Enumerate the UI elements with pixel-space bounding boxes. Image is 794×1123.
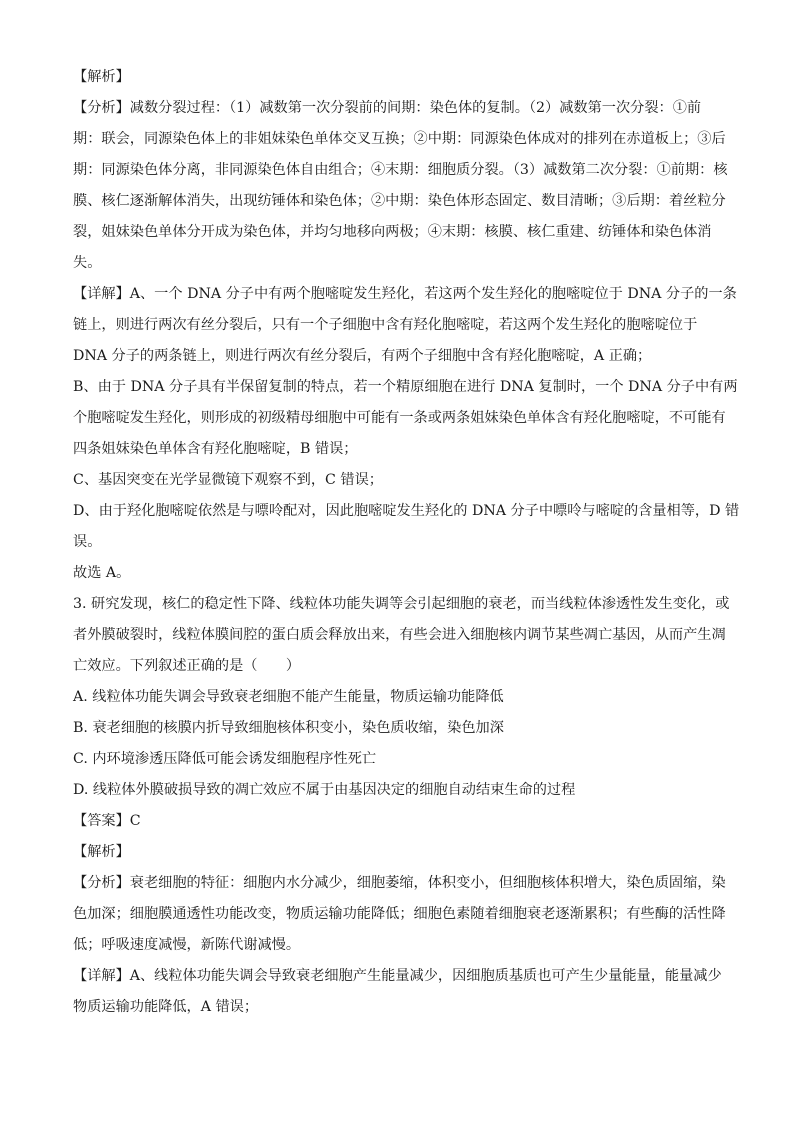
text-line: 误。 <box>73 534 102 550</box>
text-line: 色加深；细胞膜通透性功能改变，物质运输功能降低；细胞色素随着细胞衰老逐渐累积；有些酶的活性降 <box>73 906 726 922</box>
text-line: DNA 分子的两条链上，则进行两次有丝分裂后，有两个子细胞中含有羟化胞嘧啶，A 正确； <box>73 348 652 364</box>
text-line: 【分析】衰老细胞的特征：细胞内水分减少，细胞萎缩，体积变小，但细胞核体积增大，染色质固缩，染 <box>73 875 726 891</box>
text-line: 【详解】A、一个 DNA 分子中有两个胞嘧啶发生羟化，若这两个发生羟化的胞嘧啶位于 DNA 分子的一条 <box>73 286 737 302</box>
text-line: A. 线粒体功能失调会导致衰老细胞不能产生能量，物质运输功能降低 <box>73 689 504 705</box>
text-line: B. 衰老细胞的核膜内折导致细胞核体积变小，染色质收缩，染色加深 <box>73 720 504 736</box>
text-line: 3. 研究发现，核仁的稳定性下降、线粒体功能失调等会引起细胞的衰老，而当线粒体渗透性发生变化，或 <box>73 596 730 612</box>
text-line: 物质运输功能降低，A 错误； <box>73 999 259 1015</box>
text-line: 期：联会，同源染色体上的非姐妹染色单体交叉互换；②中期：同源染色体成对的排列在赤道板上；③后 <box>73 131 726 147</box>
text-line: 四条姐妹染色单体含有羟化胞嘧啶，B 错误； <box>73 441 358 457</box>
text-line: C、基因突变在光学显微镜下观察不到，C 错误； <box>73 472 383 488</box>
text-line: D、由于羟化胞嘧啶依然是与嘌呤配对，因此胞嘧啶发生羟化的 DNA 分子中嘌呤与嘧啶的含量相等，D 错 <box>73 503 740 519</box>
text-line: 者外膜破裂时，线粒体膜间腔的蛋白质会释放出来，有些会进入细胞核内调节某些凋亡基因，从而产生凋 <box>73 627 726 643</box>
text-line: 故选 A。 <box>73 565 131 581</box>
text-line: B、由于 DNA 分子具有半保留复制的特点，若一个精原细胞在进行 DNA 复制时，一个 DNA 分子中有两 <box>73 379 738 395</box>
text-line: 【详解】A、线粒体功能失调会导致衰老细胞产生能量减少，因细胞质基质也可产生少量能量，能量减少 <box>73 968 722 984</box>
text-line: 膜、核仁逐渐解体消失，出现纺锤体和染色体；②中期：染色体形态固定、数目清晰；③后期：着丝粒分 <box>73 193 726 209</box>
text-line: 【解析】 <box>73 69 130 85</box>
text-line: D. 线粒体外膜破损导致的凋亡效应不属于由基因决定的细胞自动结束生命的过程 <box>73 782 576 798</box>
text-line: 【解析】 <box>73 844 130 860</box>
text-line: 个胞嘧啶发生羟化，则形成的初级精母细胞中可能有一条或两条姐妹染色单体含有羟化胞嘧啶，不可能有 <box>73 410 726 426</box>
text-line: 期：同源染色体分离，非同源染色体自由组合；④末期：细胞质分裂。（3）减数第二次分裂：①前期：核 <box>73 162 728 178</box>
document-page <box>73 62 740 1023</box>
text-line: 低；呼吸速度减慢，新陈代谢减慢。 <box>73 937 301 953</box>
text-line: 裂，姐妹染色单体分开成为染色体，并均匀地移向两极；④末期：核膜、核仁重建、纺锤体和染色体消 <box>73 224 712 240</box>
text-line: C. 内环境渗透压降低可能会诱发细胞程序性死亡 <box>73 751 377 767</box>
text-line: 【分析】减数分裂过程：（1）减数第一次分裂前的间期：染色体的复制。（2）减数第一次分裂：①前 <box>73 100 702 116</box>
text-line: 亡效应。下列叙述正确的是（ ） <box>73 658 301 674</box>
text-line: 【答案】C <box>73 813 141 829</box>
text-line: 链上，则进行两次有丝分裂后，只有一个子细胞中含有羟化胞嘧啶，若这两个发生羟化的胞嘧啶位于 <box>73 317 698 333</box>
text-line: 失。 <box>73 255 102 271</box>
